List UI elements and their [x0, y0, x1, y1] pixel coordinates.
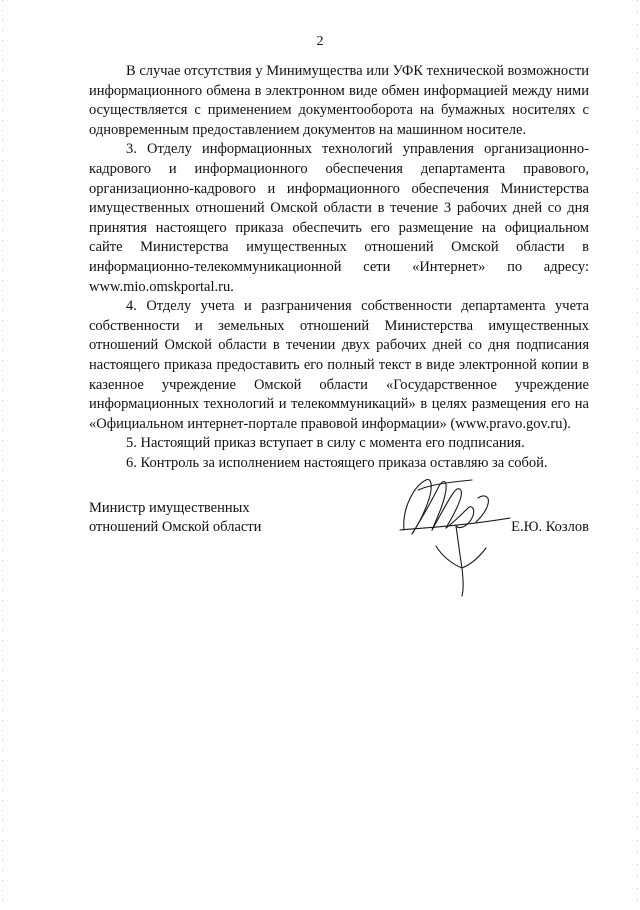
signatory-title-line-2: отношений Омской области	[89, 519, 262, 535]
paragraph-tech-exchange: В случае отсутствия у Минимущества или УФК технической возможности информационного обмена в электронном виде обмен информацией между ними осуществляется с применением документооборота на бумажных носителях с одновременным предоставлением документов на машинном носителе.	[89, 63, 589, 138]
signatory-title-line-1: Министр имущественных	[89, 500, 250, 516]
paragraph-item-4: 4. Отделу учета и разграничения собственности департамента учета собственности и земельных отношений Министерства имущественных отношений Омской области в течении двух рабочих дней со дня подписания настоящего приказа предоставить его полный текст в виде электронной копии в казенное учреждение Омской области «Государственное учреждение информационных технологий и телекоммуникаций» в целях размещения его на «Официальном интернет-портале правовой информации» (www.pravo.gov.ru).	[89, 298, 589, 432]
right-edge-scan-marks	[637, 0, 638, 905]
page-number: 2	[316, 34, 324, 49]
left-edge-scan-marks	[2, 0, 3, 905]
paragraph-item-3: 3. Отделу информационных технологий управления организационно-кадрового и информационного обеспечения департамента правового, организационно-кадрового и информационного обеспечения Министерства имущественных отношений Омской области в течение 3 рабочих дней со дня принятия настоящего приказа обеспечить его размещение на официальном сайте Министерства имущественных отношений Омской области в информационно-телекоммуникационной сети «Интернет» по адресу: www.mio.omskportal.ru.	[89, 141, 589, 295]
paragraph-item-5: 5. Настоящий приказ вступает в силу с момента его подписания.	[126, 435, 525, 452]
handwritten-signature	[392, 468, 512, 598]
signatory-name: Е.Ю. Козлов	[511, 519, 589, 535]
signatory-title	[89, 499, 261, 537]
paragraph-item-6: 6. Контроль за исполнением настоящего приказа оставляю за собой.	[126, 454, 548, 471]
document-body	[89, 62, 589, 473]
